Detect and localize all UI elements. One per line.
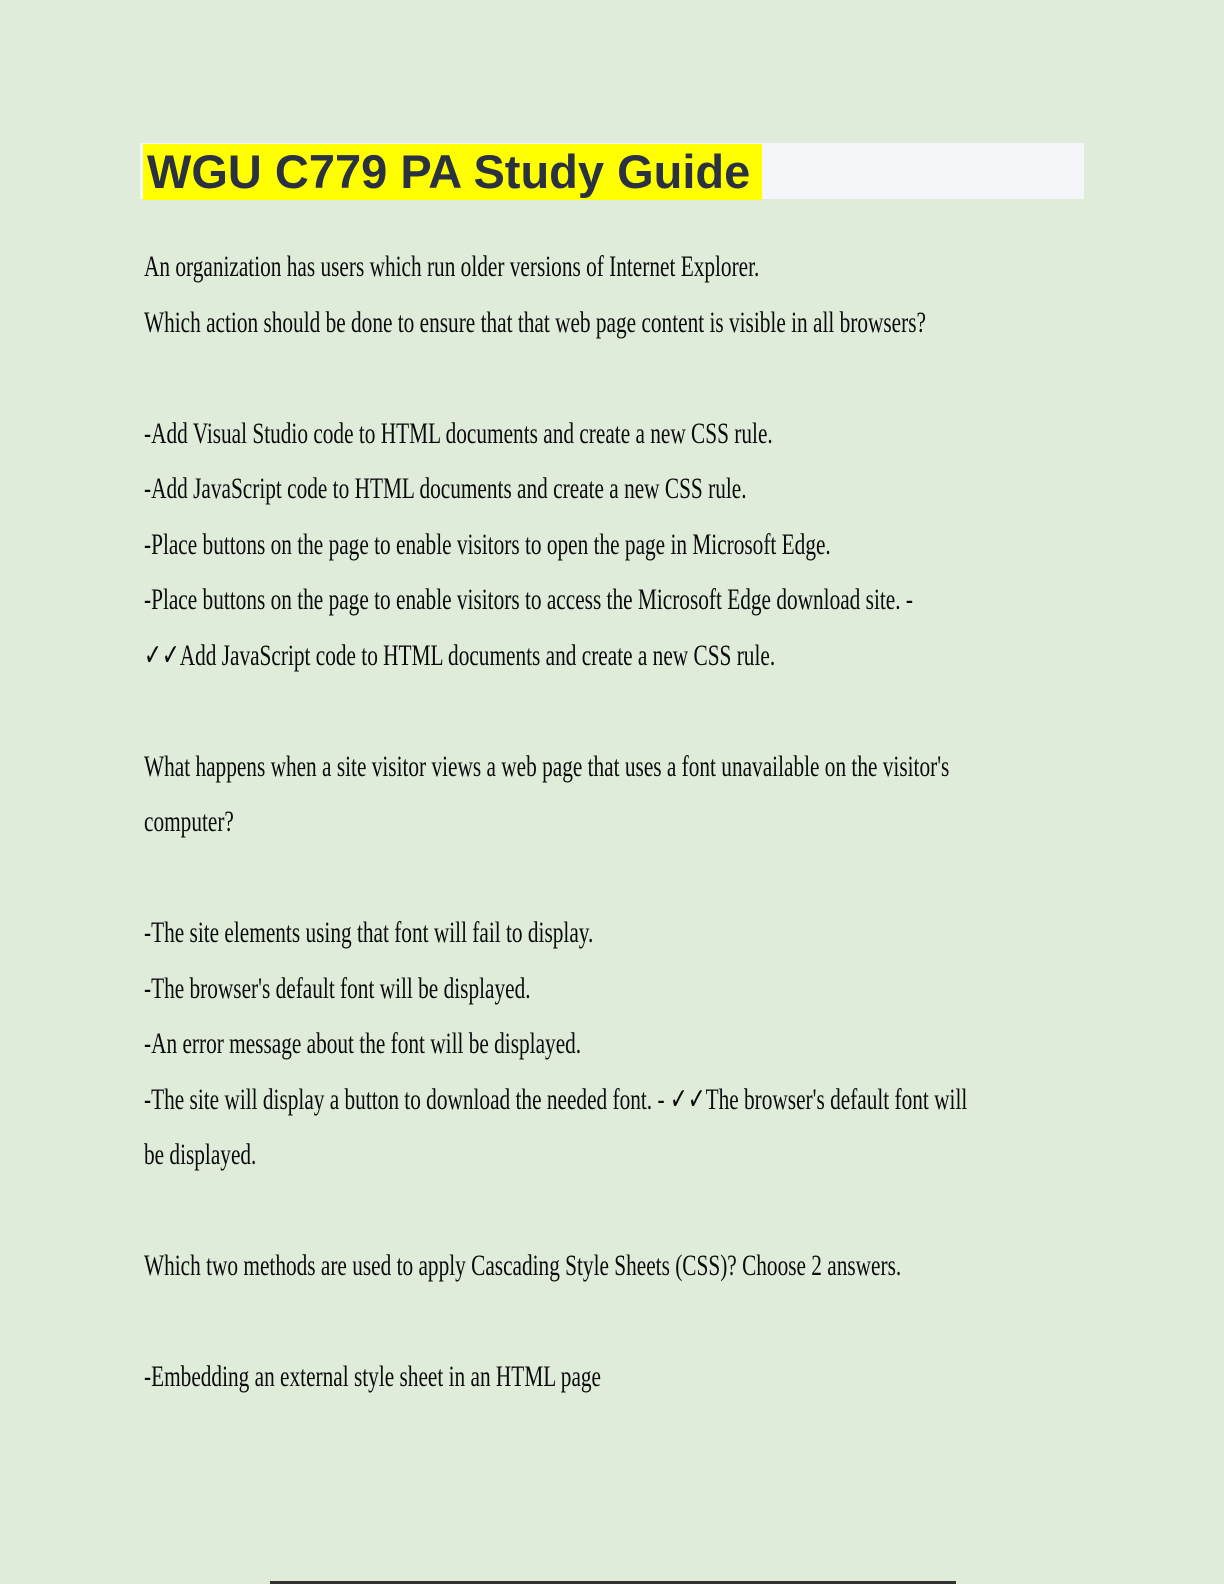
text-line-content: -The site elements using that font will fail to display.: [144, 916, 594, 949]
text-line-content: -Place buttons on the page to enable visitors to access the Microsoft Edge download site. -: [144, 583, 913, 616]
document-body: [144, 239, 1094, 1405]
text-line-content: -Add JavaScript code to HTML documents and create a new CSS rule.: [144, 472, 747, 505]
text-line: [144, 295, 1094, 351]
text-line-content: An organization has users which run older versions of Internet Explorer.: [144, 250, 760, 283]
text-line: [144, 517, 1094, 573]
blank-line: [144, 683, 1094, 739]
blank-line: [144, 850, 1094, 906]
blank-line: [144, 1183, 1094, 1239]
text-line-content: What happens when a site visitor views a web page that uses a font unavailable on the visitor's: [144, 749, 950, 783]
text-line: [144, 628, 1094, 684]
text-line: [144, 1238, 1094, 1294]
text-line-content: -Embedding an external style sheet in an HTML page: [144, 1360, 602, 1393]
text-line-content: computer?: [144, 805, 234, 838]
text-line: [144, 905, 1094, 961]
text-line: [144, 572, 1094, 628]
text-line: [144, 794, 1094, 850]
text-line: [144, 239, 1094, 295]
text-line: [144, 961, 1094, 1017]
text-line: [144, 1349, 1094, 1405]
text-line: [144, 406, 1094, 462]
text-line-content: be displayed.: [144, 1138, 257, 1171]
text-line-content: ✓✓Add JavaScript code to HTML documents and create a new CSS rule.: [144, 638, 776, 672]
text-line-content: -Place buttons on the page to enable visitors to open the page in Microsoft Edge.: [144, 527, 831, 561]
text-line: [144, 1016, 1094, 1072]
page-title: WGU C779 PA Study Guide: [143, 144, 762, 200]
blank-line: [144, 350, 1094, 406]
text-line-content: Which two methods are used to apply Cascading Style Sheets (CSS)? Choose 2 answers.: [144, 1249, 902, 1282]
text-line-content: -Add Visual Studio code to HTML documents and create a new CSS rule.: [144, 416, 773, 450]
text-line: [144, 739, 1094, 795]
text-line-content: -The browser's default font will be displayed.: [144, 971, 531, 1005]
blank-line: [144, 1294, 1094, 1350]
text-line: [144, 1072, 1094, 1128]
text-line: [144, 1127, 1094, 1183]
text-line-content: -The site will display a button to download the needed font. - ✓✓The browser's default font will: [144, 1082, 968, 1116]
text-line-content: Which action should be done to ensure that that web page content is visible in all browsers?: [144, 305, 926, 339]
text-line: [144, 461, 1094, 517]
text-line-content: -An error message about the font will be displayed.: [144, 1027, 582, 1060]
